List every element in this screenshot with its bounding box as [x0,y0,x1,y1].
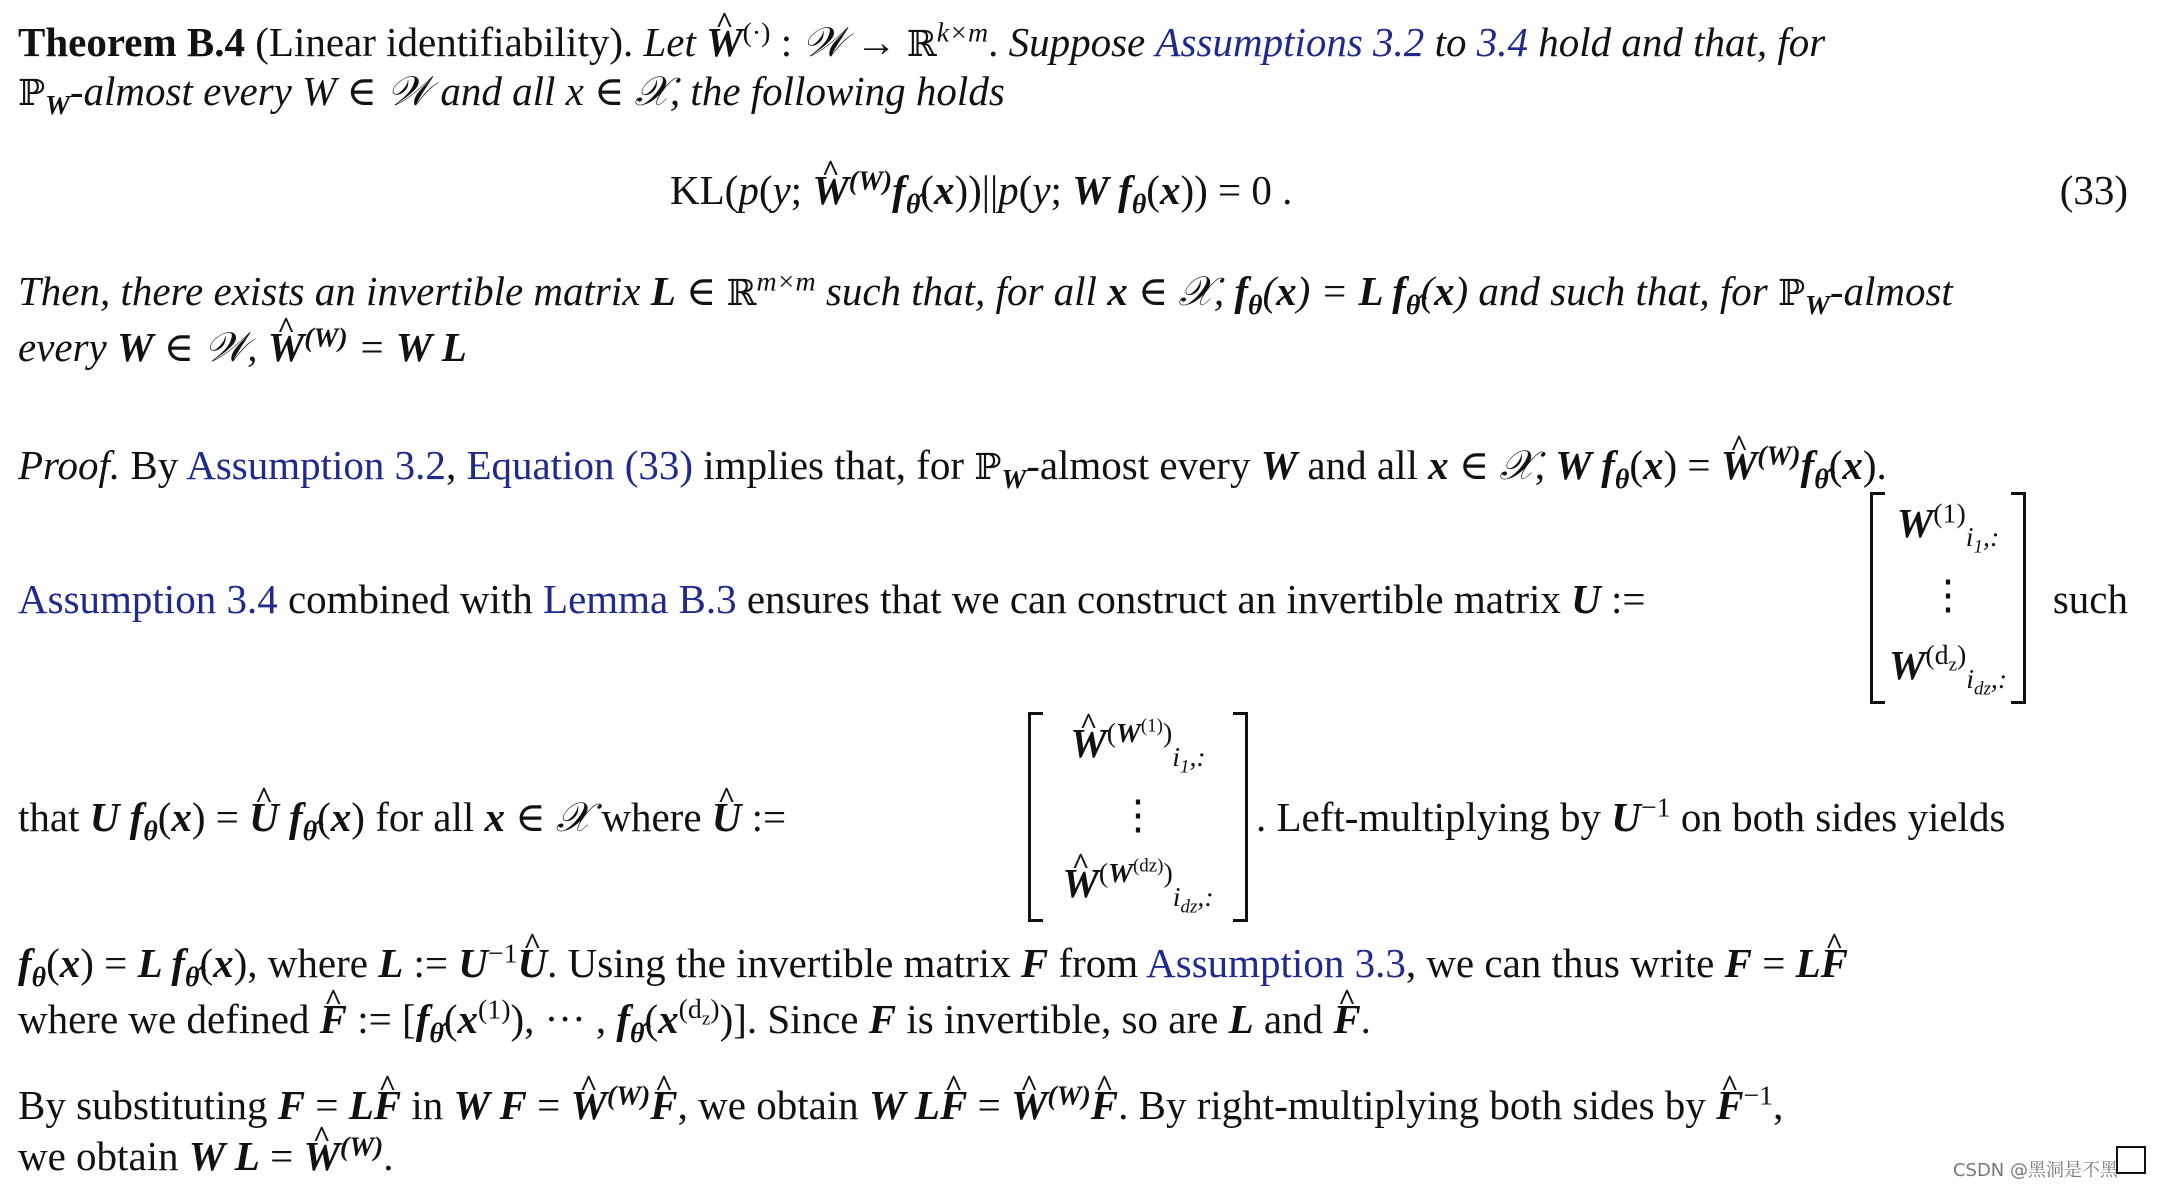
matrix-U-top: $W^{(1)}_{i_1,:}$ [1896,498,2000,558]
proof-line-5: where we defined ^ F := [$f_{\thetâ}(x^{(1)})$, ··· , $f_{\thetâ}(x^{(d_z)})$]. Since F is invertible, so are L and ^ F. [18,994,1371,1044]
theorem-line-3: Then, there exists an invertible matrix L ∈ ℝ$^{m\times m}$ such that, for all x ∈ 𝒳, $f_\theta(x) = L$ $f_{\thetâ}(x)$ and such that, for ℙ$_W$-almost [18,266,1953,322]
theorem-line-1: Theorem B.4 (Linear identifiability). Let ^ W(·) : 𝒲 → ℝ$^{k\times m}$. Suppose Assumptions 3.2 to 3.4 hold and that, for [18,17,1825,70]
theorem-suppose: Suppose [1008,19,1146,65]
theorem-line-2: ℙ$_W$-almost every W ∈ 𝒲 and all x ∈ 𝒳, the following holds [18,68,1005,122]
matrix-Uhat-top: ^ $W^{(W^{(1)})}_{i_1,:}$ [1031,720,1245,768]
theorem-let: Let [643,19,696,65]
proof-such: such [2052,576,2128,622]
ref-equation-33[interactable]: Equation (33) [466,442,694,488]
proof-line-3: that U $f_\theta(x)$ = ^ U $f_{\thetâ}(x)$ for all x ∈ 𝒳 where ^ U := . Left-multiplying by $U^{-1}$ on both sides yields [18,792,2128,842]
matrix-U-dots: ⋮ [1927,572,1969,618]
ref-lemma-b3[interactable]: Lemma B.3 [543,576,737,622]
equation-number: (33) [2059,167,2128,213]
matrix-Uhat [1028,712,1248,922]
proof-line-4: $f_\theta(x) = L$ $f_{\thetâ}(x)$, where L := $U^{-1}\^{}$ U. Using the invertible matrix F from Assumption 3.3, we can thus write F = L^ F [18,938,1848,988]
matrix-Uhat-bottom: ^ $W^{(W^{(dz)})}_{i_{dz},:}$ [1031,860,1245,908]
watermark: CSDN @黑洞是不黑 [1952,1160,2118,1181]
theorem-line-2-text: -almost every W ∈ 𝒲 and all x ∈ 𝒳, the following holds [69,68,1005,114]
equation-body: KL(p(y; ^ $W^{(W)}f_{\thetâ}(x))||p(y$; W $f_\theta(x)) = 0$ . [670,165,1292,215]
ref-assumption-3-2-proof[interactable]: Assumption 3.2 [186,442,446,488]
proof-combined: combined with [287,576,533,622]
ref-assumption-3-3[interactable]: Assumption 3.3 [1146,940,1406,986]
proof-by: By [130,442,179,488]
matrix-U [1870,492,2026,704]
proof-left-multiplying: . Left-multiplying by $U^{-1}$ on both sides yields [1256,792,2006,840]
matrix-U-bottom: $W^{(d_z)}_{i_{dz},:}$ [1888,640,2008,700]
theorem-line-4: every W ∈ 𝒲, ^ $W^{(W)} = W$ L [18,322,467,372]
theorem-to: to [1434,19,1467,65]
qed-square-icon [2116,1146,2146,1174]
proof-line-6: By substituting F = L^ F in W F = ^ $W^{(W)}\^{}$ F, we obtain W L^ F = ^ $W^{(W)}\^{}$ F. By right-multiplying both sides by ^ $F^{-1}$, [18,1080,1783,1130]
ref-assumption-3-4[interactable]: 3.4 [1476,19,1528,65]
theorem-label: Theorem B.4 [18,19,246,65]
proof-line-2: Assumption 3.4 combined with Lemma B.3 ensures that we can construct an invertible matrix U := such [18,576,2128,622]
proof-line-1: Proof. By Assumption 3.2, Equation (33) implies that, for ℙ$_W$-almost every W and all x ∈ 𝒳, W $f_\theta(x)$ = ^ $W^{(W)}f_{\thetâ}(x)$. [18,440,1887,493]
matrix-Uhat-dots: ⋮ [1117,792,1159,838]
theorem-name: (Linear identifiability). [255,19,634,65]
theorem-hold: hold and that, for [1538,19,1826,65]
ref-assumption-3-2[interactable]: Assumptions 3.2 [1155,19,1425,65]
proof-line-7: we obtain W L = ^ $W^{(W)}$. [18,1131,394,1181]
ref-assumption-3-4-proof[interactable]: Assumption 3.4 [18,576,278,622]
proof-label: Proof. [18,442,121,488]
